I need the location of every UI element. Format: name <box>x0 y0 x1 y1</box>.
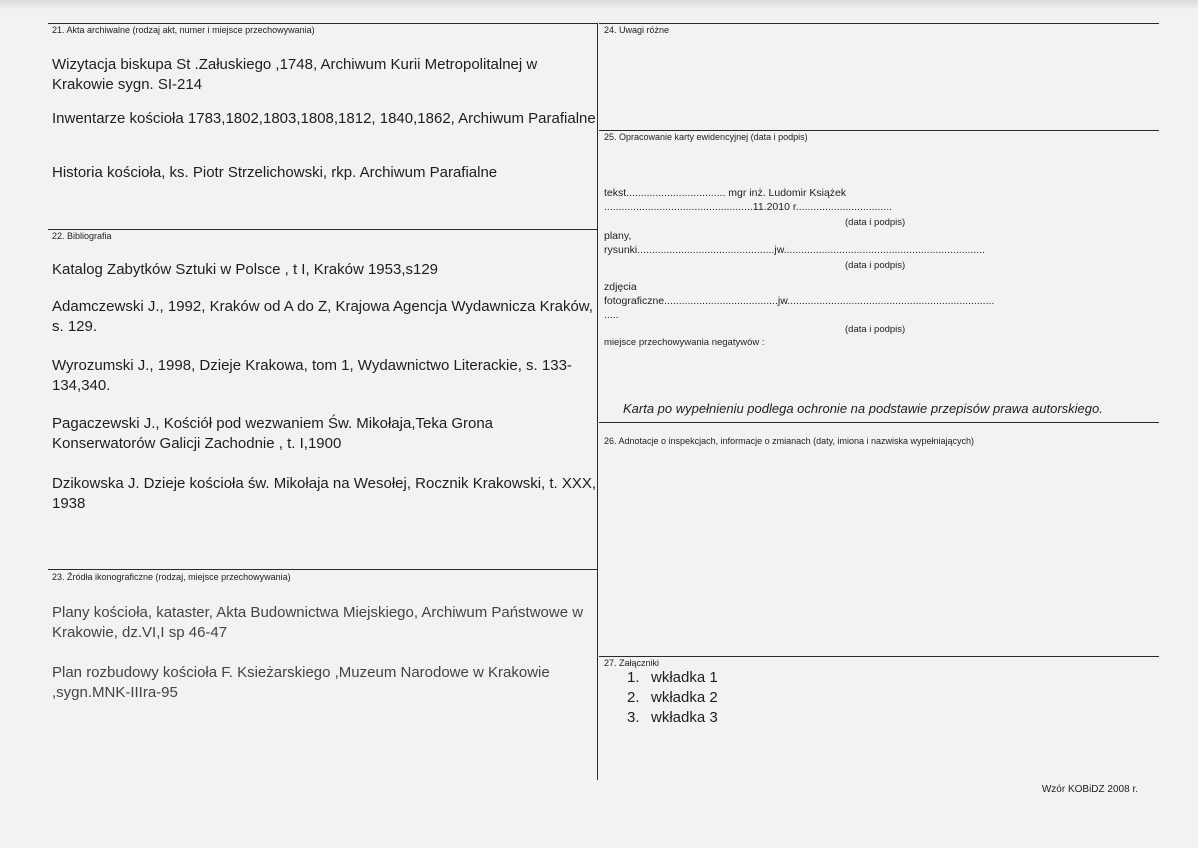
section-23-label: 23. Źródła ikonograficzne (rodzaj, miejsce przechowywania) <box>52 572 291 582</box>
archive-entry: Inwentarze kościoła 1783,1802,1803,1808,1812, 1840,1862, Archiwum Parafialne <box>52 110 596 127</box>
rule-23 <box>48 569 597 570</box>
section-24-label: 24. Uwagi różne <box>604 25 670 35</box>
negatives-location: miejsce przechowywania negatywów : <box>604 337 765 348</box>
rule-top-left <box>48 23 597 24</box>
bibliography-entry: Katalog Zabytków Sztuki w Polsce , t I, Kraków 1953,s129 <box>52 261 439 278</box>
form-template-footer: Wzór KOBiDZ 2008 r. <box>1041 784 1138 795</box>
signature-caption: (data i podpis) <box>845 217 906 228</box>
archive-entry: Historia kościoła, ks. Piotr Strzelichowski, rkp. Archiwum Parafialne <box>52 164 498 181</box>
text-author-line: tekst.................................. mgr inż. Ludomir Książek <box>604 187 847 199</box>
section-26-label: 26. Adnotacje o inspekcjach, informacje o zmianach (daty, imiona i nazwiska wypełniających) <box>604 436 975 446</box>
bibliography-entry: Wyrozumski J., 1998, Dzieje Krakowa, tom 1, Wydawnictwo Literackie, s. 133-134,340. <box>52 357 572 394</box>
attachment-number: 3. <box>627 709 640 726</box>
plans-label: plany, <box>604 230 632 242</box>
archive-entry: Wizytacja biskupa St .Załuskiego ,1748, Archiwum Kurii Metropolitalnej w Krakowie sygn. SI-214 <box>52 56 538 93</box>
copyright-note: Karta po wypełnieniu podlega ochronie na podstawie przepisów prawa autorskiego. <box>623 401 1103 416</box>
rule-27 <box>599 656 1159 657</box>
bibliography-entry: Dzikowska J. Dzieje kościoła św. Mikołaja na Wesołej, Rocznik Krakowski, t. XXX, 1938 <box>52 475 597 512</box>
bibliography-entry: Pagaczewski J., Kościół pod wezwaniem Św. Mikołaja,Teka Grona Konserwatorów Galicji Zachodnie , t. I,1900 <box>52 415 494 452</box>
photos-line: fotograficzne.......................................jw....................................................................... <box>604 295 995 307</box>
rule-22 <box>48 229 597 230</box>
attachment-number: 2. <box>627 689 640 706</box>
dots-line: ..... <box>604 309 619 321</box>
attachment-text: wkładka 2 <box>651 689 718 706</box>
attachment-item <box>627 668 718 688</box>
bibliography-entry: Adamczewski J., 1992, Kraków od A do Z, Krajowa Agencja Wydawnicza Kraków, s. 129. <box>52 298 593 335</box>
rule-26 <box>599 422 1159 423</box>
rule-25 <box>599 130 1159 131</box>
date-line: ...................................................11.2010 r................................. <box>604 201 893 213</box>
iconography-entry: Plan rozbudowy kościoła F. Ksieżarskiego ,Muzeum Narodowe w Krakowie ,sygn.MNK-IIIra-95 <box>52 664 550 701</box>
drawings-line: rysunki...............................................jw..................................................................... <box>604 244 985 256</box>
rule-top-right <box>599 23 1159 24</box>
signature-caption: (data i podpis) <box>845 260 906 271</box>
attachment-item <box>627 708 718 728</box>
section-22-label: 22. Bibliografia <box>52 231 112 241</box>
section-21-label: 21. Akta archiwalne (rodzaj akt, numer i miejsce przechowywania) <box>52 25 315 35</box>
section-25-label: 25. Opracowanie karty ewidencyjnej (data i podpis) <box>604 132 808 142</box>
scan-edge <box>0 0 1198 10</box>
photos-label: zdjęcia <box>604 281 637 293</box>
center-divider <box>597 23 598 780</box>
iconography-entry: Plany kościoła, kataster, Akta Budownictwa Miejskiego, Archiwum Państwowe w Krakowie, dz.VI,I sp 46-47 <box>52 604 584 641</box>
attachment-text: wkładka 1 <box>651 669 718 686</box>
attachment-text: wkładka 3 <box>651 709 718 726</box>
attachment-item <box>627 688 718 708</box>
attachments-list <box>627 668 718 728</box>
attachment-number: 1. <box>627 669 640 686</box>
section-27-label: 27. Załączniki <box>604 658 660 668</box>
signature-caption: (data i podpis) <box>845 324 906 335</box>
